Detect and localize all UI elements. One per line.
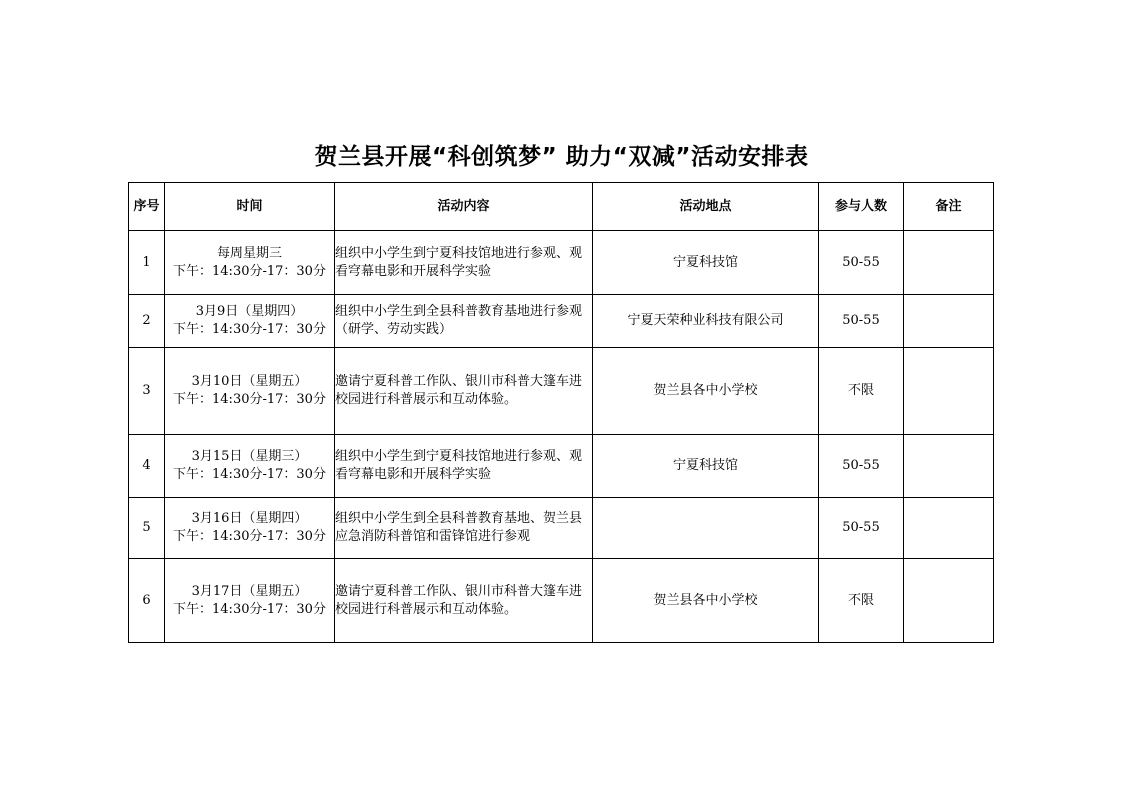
row-participants: 不限 [819,559,904,643]
row-time [165,498,335,559]
row-remarks [904,498,994,559]
row-content [335,498,593,559]
row-location [593,498,819,559]
row-time-date: 3月10日（星期五） [191,374,308,389]
row-location: 宁夏科技馆 [593,231,819,295]
row-content [335,435,593,498]
row-seq: 4 [129,435,165,498]
row-time-date: 3月15日（星期三） [191,449,308,464]
table-row [129,498,994,559]
table-row [129,559,994,643]
header-remarks: 备注 [904,183,994,231]
row-participants: 50-55 [819,435,904,498]
row-time [165,231,335,295]
row-participants: 50-55 [819,498,904,559]
row-time-hours: 下午：14:30分-17：30分 [173,263,326,279]
row-seq: 1 [129,231,165,295]
row-remarks [904,295,994,348]
row-location: 贺兰县各中小学校 [593,559,819,643]
row-location: 宁夏天荣种业科技有限公司 [593,295,819,348]
row-content [335,348,593,435]
row-time-hours: 下午：14:30分-17：30分 [173,392,326,407]
row-time-hours: 下午：14:30分-17：30分 [173,322,326,337]
row-seq: 5 [129,498,165,559]
row-location: 宁夏科技馆 [593,435,819,498]
row-remarks [904,348,994,435]
row-time-date: 3月16日（星期四） [191,511,308,526]
header-content: 活动内容 [335,183,593,231]
row-content [335,559,593,643]
row-content [335,231,593,295]
row-participants: 50-55 [819,231,904,295]
row-remarks [904,231,994,295]
row-content-text: 组织中小学生到全县科普教育基地、贺兰县应急消防科普馆和雷锋馆进行参观 [335,511,583,544]
row-remarks [904,435,994,498]
row-time-date: 3月17日（星期五） [191,583,308,599]
row-remarks [904,559,994,643]
row-time [165,435,335,498]
header-participants: 参与人数 [819,183,904,231]
row-participants: 50-55 [819,295,904,348]
row-seq: 2 [129,295,165,348]
row-time-hours: 下午：14:30分-17：30分 [173,601,326,617]
row-time [165,559,335,643]
table-header-row [129,183,994,231]
row-content [335,295,593,348]
row-time-date: 3月9日（星期四） [195,304,304,319]
table-row [129,295,994,348]
row-participants: 不限 [819,348,904,435]
row-content-text: 邀请宁夏科普工作队、银川市科普大篷车进校园进行科普展示和互动体验。 [335,583,583,617]
row-time-date: 每周星期三 [216,245,282,261]
table-row [129,435,994,498]
row-location: 贺兰县各中小学校 [593,348,819,435]
header-seq: 序号 [129,183,165,231]
row-content-text: 组织中小学生到宁夏科技馆地进行参观、观看穹幕电影和开展科学实验 [335,449,583,482]
row-seq: 6 [129,559,165,643]
row-time [165,295,335,348]
row-content-text: 组织中小学生到全县科普教育基地进行参观（研学、劳动实践） [335,304,583,337]
activity-schedule-table [128,182,994,643]
table-row [129,231,994,295]
row-time [165,348,335,435]
row-content-text: 组织中小学生到宁夏科技馆地进行参观、观看穹幕电影和开展科学实验 [335,245,583,279]
row-seq: 3 [129,348,165,435]
table-row [129,348,994,435]
row-time-hours: 下午：14:30分-17：30分 [173,467,326,482]
page-title: 贺兰县开展“科创筑梦” 助力“双减”活动安排表 [314,144,809,170]
header-location: 活动地点 [593,183,819,231]
row-content-text: 邀请宁夏科普工作队、银川市科普大篷车进校园进行科普展示和互动体验。 [335,374,583,407]
row-time-hours: 下午：14:30分-17：30分 [173,529,326,544]
header-time: 时间 [165,183,335,231]
